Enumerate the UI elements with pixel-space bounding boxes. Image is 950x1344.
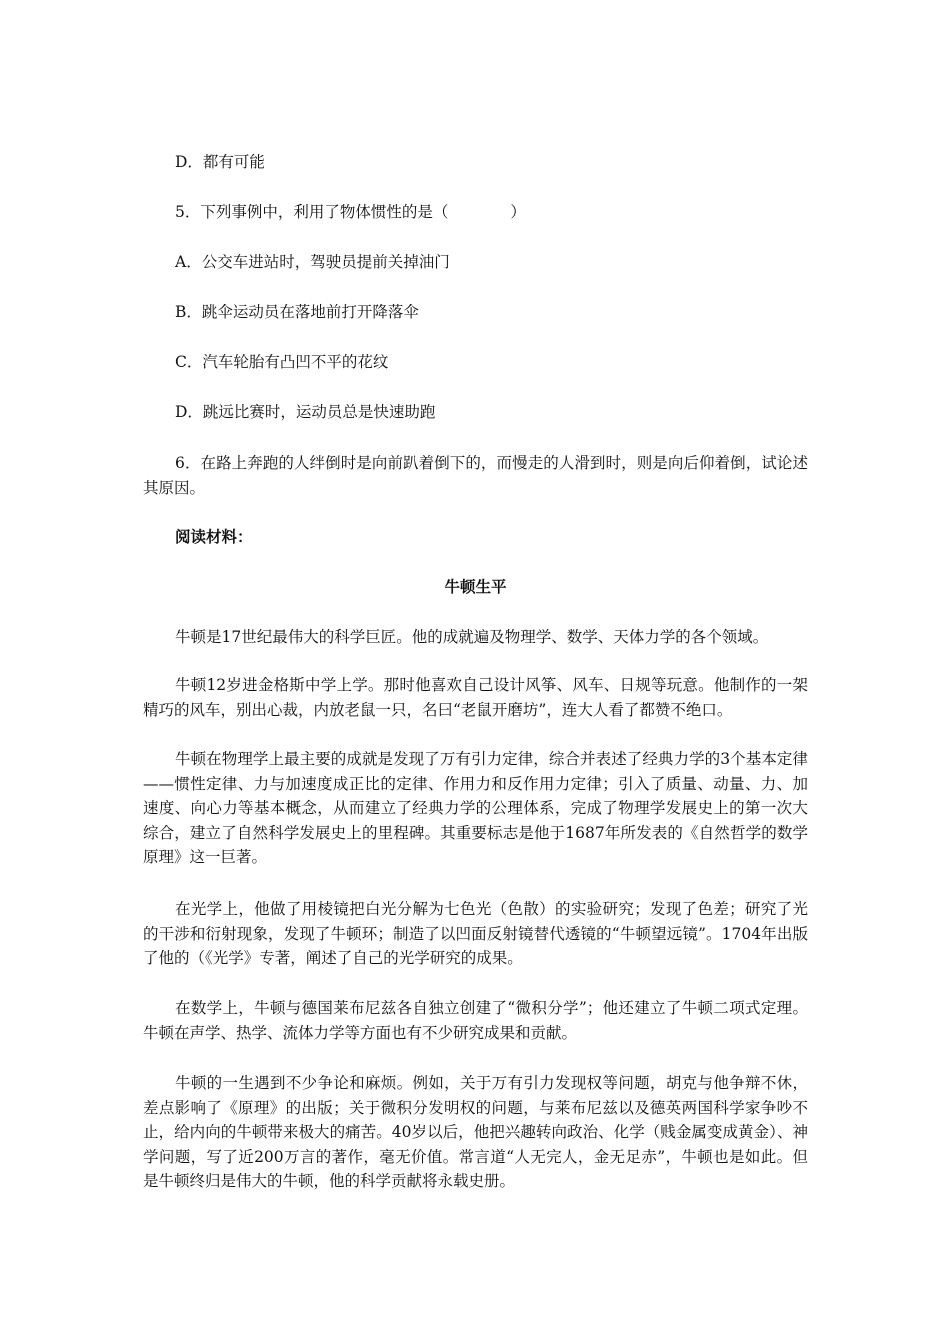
q4-option-d: D．都有可能 — [175, 153, 265, 171]
q6-text: 6．在路上奔跑的人绊倒时是向前趴着倒下的，而慢走的人滑到时，则是向后仰着倒，试论述其原因。 — [143, 454, 808, 497]
q5-option-a: A．公交车进站时，驾驶员提前关掉油门 — [175, 253, 450, 271]
reading-paragraph-1: 牛顿是17世纪最伟大的科学巨匠。他的成就遍及物理学、数学、天体力学的各个领域。 — [175, 628, 769, 646]
reading-title: 牛顿生平 — [444, 577, 507, 596]
reading-paragraph-4: 在光学上，他做了用棱镜把白光分解为七色光（色散）的实验研究；发现了色差；研究了光的干涉和衍射现象，发现了牛顿环；制造了以凹面反射镜替代透镜的“牛顿望远镜”。1704年出版了他的（《光学》专著，阐述了自己的光学研究的成果。 — [143, 900, 808, 968]
reading-paragraph-3: 牛顿在物理学上最主要的成就是发现了万有引力定律，综合并表述了经典力学的3个基本定律——惯性定律、力与加速度成正比的定律、作用力和反作用力定律；引入了质量、动量、力、加速度、向心力等基本概念，从而建立了经典力学的公理体系，完成了物理学发展史上的第一次大综合，建立了自然科学发展史上的里程碑。其重要标志是他于1687年所发表的《自然哲学的数学原理》这一巨著。 — [143, 750, 808, 867]
q5-option-d: D．跳远比赛时，运动员总是快速助跑 — [175, 403, 436, 421]
reading-heading: 阅读材料： — [175, 527, 253, 546]
reading-paragraph-5: 在数学上，牛顿与德国莱布尼兹各自独立创建了“微积分学”；他还建立了牛顿二项式定理。牛顿在声学、热学、流体力学等方面也有不少研究成果和贡献。 — [143, 999, 808, 1042]
q5-stem: 5．下列事例中，利用了物体惯性的是（ ） — [175, 203, 526, 221]
reading-paragraph-6: 牛顿的一生遇到不少争论和麻烦。例如，关于万有引力发现权等问题，胡克与他争辩不休，差点影响了《原理》的出版；关于微积分发明权的问题，与莱布尼兹以及德英两国科学家争吵不止，给内向的牛顿带来极大的痛苦。40岁以后，他把兴趣转向政治、化学（贱金属变成黄金）、神学问题，写了近200万言的著作，毫无价值。常言道“人无完人，金无足赤”，牛顿也是如此。但是牛顿终归是伟大的牛顿，他的科学贡献将永载史册。 — [143, 1074, 808, 1191]
reading-paragraph-2: 牛顿12岁进金格斯中学上学。那时他喜欢自己设计风筝、风车、日规等玩意。他制作的一架精巧的风车，别出心裁，内放老鼠一只，名曰“老鼠开磨坊”，连大人看了都赞不绝口。 — [143, 676, 808, 719]
q5-option-c: C．汽车轮胎有凸凹不平的花纹 — [175, 353, 389, 371]
q5-option-b: B．跳伞运动员在落地前打开降落伞 — [175, 303, 419, 321]
